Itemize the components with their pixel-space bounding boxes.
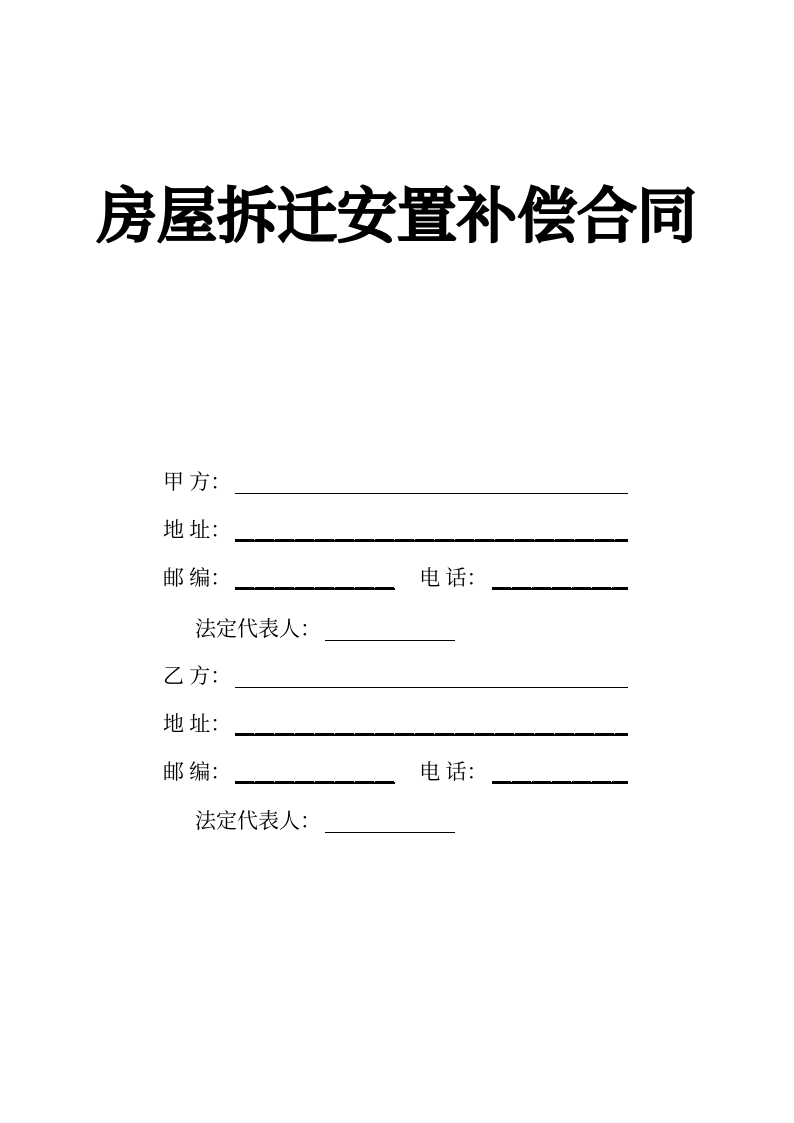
party-b-address-row — [163, 706, 628, 736]
party-a-address-blank[interactable] — [235, 516, 628, 542]
party-b-name-label: 乙 方： — [163, 663, 232, 688]
party-a-postcode-blank[interactable] — [235, 564, 395, 590]
party-a-postcode-phone-row — [163, 560, 628, 590]
party-b-name-blank[interactable] — [235, 662, 628, 688]
party-a-phone-blank[interactable] — [492, 564, 629, 590]
party-a-legal-rep-label: 法定代表人： — [195, 616, 321, 641]
party-b-legal-rep-row — [195, 803, 455, 833]
party-b-legal-rep-label: 法定代表人： — [195, 808, 321, 833]
party-a-name-blank[interactable] — [235, 468, 628, 494]
party-b-address-blank[interactable] — [235, 710, 628, 736]
party-b-phone-blank[interactable] — [492, 758, 629, 784]
party-a-name-label: 甲 方： — [163, 469, 232, 494]
document-title: 房屋拆迁安置补偿合同 — [97, 184, 697, 250]
party-b-postcode-phone-row — [163, 754, 628, 784]
party-b-name-row — [163, 658, 628, 688]
party-b-address-label: 地 址： — [163, 711, 232, 736]
party-b-postcode-label: 邮 编： — [163, 759, 232, 784]
party-a-legal-rep-blank[interactable] — [325, 615, 455, 641]
party-a-name-row — [163, 464, 628, 494]
party-a-phone-label: 电 话： — [419, 565, 488, 590]
party-a-address-row — [163, 512, 628, 542]
party-b-phone-label: 电 话： — [419, 759, 488, 784]
party-a-postcode-label: 邮 编： — [163, 565, 232, 590]
party-b-postcode-blank[interactable] — [235, 758, 395, 784]
party-b-legal-rep-blank[interactable] — [325, 807, 455, 833]
party-a-legal-rep-row — [195, 611, 455, 641]
party-a-address-label: 地 址： — [163, 517, 232, 542]
